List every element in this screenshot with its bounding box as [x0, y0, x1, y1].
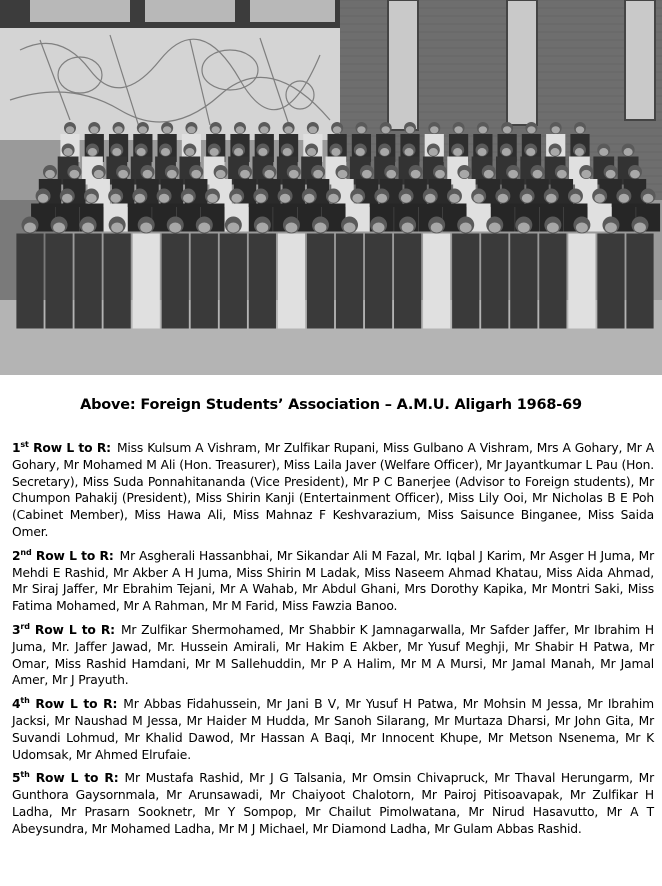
person-face [240, 170, 250, 178]
person-body [510, 234, 537, 329]
row-1-label: 1st Row L to R: [12, 439, 111, 455]
person-face [88, 148, 97, 156]
row-3-text: Mr Zulfikar Shermohamed, Mr Shabbir K Jamnagarwalla, Mr Safder Jaffer, Mr Ibrahim H Juma, Mr. Jaffer Jawad, Mr. Hussein Amirali, Mr Hakim E Akber, Mr Yusuf Meghji, Mr Shabir H Patwa, Mr Omar, Miss Rashid Hamdani, Mr M Sallehuddin, Mr P A Halim, Mr M A Mursi, Mr Jamal Manah, Mr Jamal Amer, Mr J Prayuth. [12, 622, 654, 688]
person-face [533, 170, 543, 178]
person-face [140, 222, 152, 232]
person-face [546, 194, 557, 203]
row-5-names [12, 770, 654, 837]
person-face [619, 194, 630, 203]
person-face [163, 126, 171, 133]
person-face [45, 170, 55, 178]
person-face [357, 126, 365, 133]
person-face [256, 194, 267, 203]
person-face [630, 170, 640, 178]
row-1-text: Miss Kulsum A Vishram, Mr Zulfikar Rupani, Miss Gulbano A Vishram, Mrs A Gohary, Mr A Gohary, Mr Mohamed M Ali (Hon. Treasurer), Miss Laila Javer (Welfare Officer), Mr Jayantkumar L Pau (Hon. Secretary), Miss Suda Ponnahitananda (Vice President), Mr P C Banerjee (Advisor to Foreign students), Mr Chumpon Pahakij (President), Miss Shirin Kanji (Entertainment Officer), Miss Lily Ooi, Mr Nicholas B E Poh (Cabinet Member), Miss Hawa Ali, Miss Mahnaz F Keshvarazium, Miss Saisunce Binganee, Miss Saida Omer. [12, 441, 654, 539]
person-face [429, 148, 438, 156]
person-face [522, 194, 533, 203]
person-face [198, 222, 210, 232]
name-rows [12, 440, 654, 845]
person-face [498, 194, 509, 203]
person-body [394, 234, 421, 329]
person-body [74, 234, 101, 329]
person-face [64, 148, 73, 156]
person-face [489, 222, 501, 232]
person-face [260, 126, 268, 133]
person-face [606, 170, 616, 178]
person-face [552, 126, 560, 133]
person-face [459, 170, 469, 178]
person-face [280, 194, 291, 203]
person-face [431, 222, 443, 232]
person-face [605, 222, 617, 232]
row-4-text: Mr Abbas Fidahussein, Mr Jani B V, Mr Yusuf H Patwa, Mr Mohsin M Jessa, Mr Ibrahim Jacksi, Mr Naushad M Jessa, Mr Haider M Hudda, Mr Sanoh Silarang, Mr Murtaza Dharsi, Mr John Gita, Mr Suvandi Lohmud, Mr Khalid Dawod, Mr Hassan A Baqi, Mr Innocent Khupe, Mr Metson Nsenema, Mr K Udomsak, Mr Ahmed Elrufaie. [12, 697, 654, 762]
person-face [284, 126, 292, 133]
row-5-label: 5th Row L to R: [12, 770, 119, 786]
person-face [338, 170, 348, 178]
person-face [62, 194, 73, 203]
row-4-label: 4th Row L to R: [12, 696, 118, 712]
person-face [344, 222, 356, 232]
person-face [69, 170, 79, 178]
person-face [207, 194, 218, 203]
person-face [66, 126, 74, 133]
person-face [333, 126, 341, 133]
person-face [331, 148, 340, 156]
person-face [304, 194, 315, 203]
person-face [187, 126, 195, 133]
person-face [216, 170, 226, 178]
person-face [86, 194, 97, 203]
person-face [161, 148, 170, 156]
person-face [402, 222, 414, 232]
person-body [104, 234, 131, 329]
person-body [220, 234, 247, 329]
person-face [477, 148, 486, 156]
person-body [336, 234, 363, 329]
person-face [137, 148, 146, 156]
person-face [135, 194, 146, 203]
person-face [380, 148, 389, 156]
person-face [53, 222, 65, 232]
person-face [425, 194, 436, 203]
person-face [159, 194, 170, 203]
person-face [404, 148, 413, 156]
person-face [114, 126, 122, 133]
person-face [283, 148, 292, 156]
person-body [626, 234, 653, 329]
person-face [643, 194, 654, 203]
person-face [508, 170, 518, 178]
row-1-names [12, 440, 654, 541]
person-face [453, 148, 462, 156]
person-face [547, 222, 559, 232]
person-face [212, 126, 220, 133]
person-face [94, 170, 104, 178]
person-body [249, 234, 276, 329]
person-face [234, 148, 243, 156]
person-face [373, 222, 385, 232]
group-photograph-drawing [0, 0, 662, 375]
person-face [557, 170, 567, 178]
person-body [539, 234, 566, 329]
person-face [191, 170, 201, 178]
person-face [401, 194, 412, 203]
person-body [481, 234, 508, 329]
person-face [183, 194, 194, 203]
person-face [352, 194, 363, 203]
person-face [285, 222, 297, 232]
person-body [423, 234, 450, 329]
person-face [576, 126, 584, 133]
person-face [624, 148, 633, 156]
person-face [460, 222, 472, 232]
person-face [503, 126, 511, 133]
person-face [377, 194, 388, 203]
row-4-names [12, 696, 654, 763]
person-face [110, 194, 121, 203]
person-face [227, 222, 239, 232]
person-face [576, 222, 588, 232]
person-body [568, 234, 595, 329]
person-face [82, 222, 94, 232]
person-face [502, 148, 511, 156]
person-face [406, 126, 414, 133]
person-face [362, 170, 372, 178]
person-face [167, 170, 177, 178]
person-face [143, 170, 153, 178]
row-2-label: 2nd Row L to R: [12, 547, 114, 563]
row-3-names [12, 622, 654, 689]
person-face [231, 194, 242, 203]
person-face [527, 126, 535, 133]
person-face [90, 126, 98, 133]
person-face [570, 194, 581, 203]
person-face [307, 148, 316, 156]
person-body [16, 234, 43, 329]
person-body [45, 234, 72, 329]
person-face [581, 170, 591, 178]
person-body [278, 234, 305, 329]
person-face [236, 126, 244, 133]
row-3-label: 3rd Row L to R: [12, 621, 115, 637]
person-face [328, 194, 339, 203]
person-body [452, 234, 479, 329]
person-face [38, 194, 49, 203]
person-face [289, 170, 299, 178]
person-face [258, 148, 267, 156]
person-body [133, 234, 160, 329]
person-face [449, 194, 460, 203]
person-face [594, 194, 605, 203]
person-face [473, 194, 484, 203]
person-face [386, 170, 396, 178]
person-face [169, 222, 181, 232]
person-face [454, 126, 462, 133]
person-face [210, 148, 219, 156]
person-face [575, 148, 584, 156]
person-face [484, 170, 494, 178]
row-5-text: Mr Mustafa Rashid, Mr J G Talsania, Mr Omsin Chivapruck, Mr Thaval Herungarm, Mr Gunthora Gaysornmala, Mr Arunsawadi, Mr Chaiyoot Chalotorn, Mr Pairoj Pitisoavapak, Mr Zulfikar H Ladha, Mr Prasarn Sooknetr, Mr Y Sompop, Mr Chailut Pimolwatana, Mr Nirud Hasavutto, Mr A T Abeysundra, Mr Mohamed Ladha, Mr M J Michael, Mr Diamond Ladha, Mr Gulam Abbas Rashid. [12, 771, 654, 836]
person-face [313, 170, 323, 178]
person-face [139, 126, 147, 133]
person-face [526, 148, 535, 156]
person-face [309, 126, 317, 133]
person-face [518, 222, 530, 232]
person-face [264, 170, 274, 178]
person-face [185, 148, 194, 156]
person-body [597, 234, 624, 329]
row-2-names [12, 548, 654, 615]
person-face [430, 126, 438, 133]
person-face [112, 148, 121, 156]
person-face [599, 148, 608, 156]
person-body [365, 234, 392, 329]
person-face [634, 222, 646, 232]
person-face [256, 222, 268, 232]
person-face [479, 126, 487, 133]
row-2-text: Mr Asgherali Hassanbhai, Mr Sikandar Ali M Fazal, Mr. Iqbal J Karim, Mr Asger H Juma, Mr Mehdi E Rashid, Mr Akber A H Juma, Miss Shirin M Ladak, Miss Naseem Ahmad Khatau, Miss Aida Ahmad, Mr Siraj Jaffer, Mr Ebrahim Tejani, Mr A Wahab, Mr Abdul Ghani, Mrs Dorothy Kapika, Mr Montri Saki, Miss Fatima Mohamed, Mr A Rahman, Mr M Farid, Miss Fawzia Banoo. [12, 548, 654, 614]
person-body [162, 234, 189, 329]
person-body [191, 234, 218, 329]
person-face [411, 170, 421, 178]
person-body [307, 234, 334, 329]
photo-caption: Above: Foreign Students’ Association – A.M.U. Aligarh 1968-69 [80, 397, 582, 413]
group-photograph [0, 0, 662, 375]
person-face [315, 222, 327, 232]
person-face [118, 170, 128, 178]
person-face [356, 148, 365, 156]
person-face [382, 126, 390, 133]
person-face [111, 222, 123, 232]
person-face [24, 222, 36, 232]
person-face [551, 148, 560, 156]
person-face [435, 170, 445, 178]
